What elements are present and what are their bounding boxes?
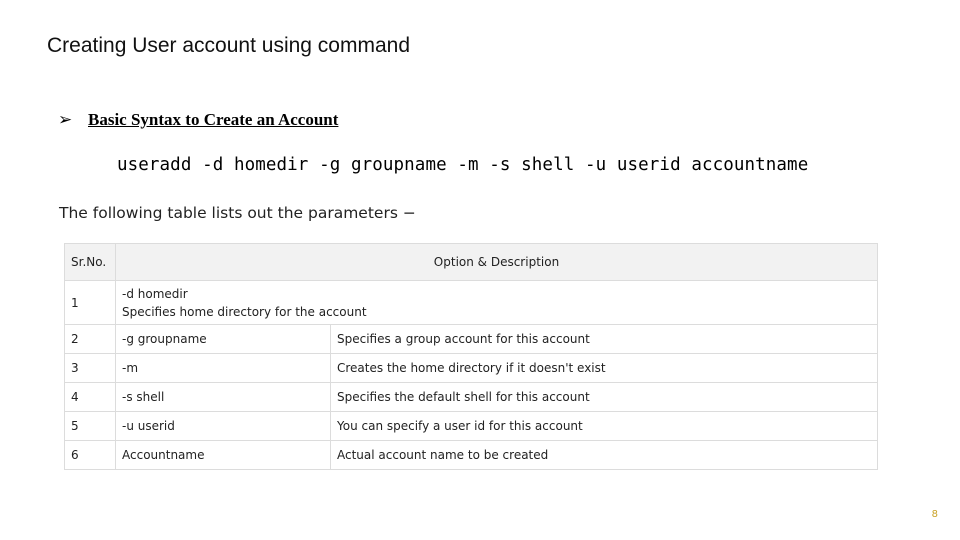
row-number: 6 — [65, 441, 116, 470]
row-number: 3 — [65, 354, 116, 383]
row-number: 5 — [65, 412, 116, 441]
table-row — [65, 354, 878, 383]
row-option: -d homedir — [122, 286, 188, 301]
row-number: 1 — [65, 281, 116, 325]
row-option: -m — [116, 354, 331, 383]
row-option-description — [116, 281, 878, 325]
row-description: You can specify a user id for this account — [331, 412, 878, 441]
row-description: Actual account name to be created — [331, 441, 878, 470]
row-description: Creates the home directory if it doesn't exist — [331, 354, 878, 383]
table-row — [65, 441, 878, 470]
parameters-table — [64, 243, 878, 470]
header-sr-no: Sr.No. — [65, 244, 116, 281]
arrow-bullet-icon: ➢ — [58, 110, 73, 130]
slide-title: Creating User account using command — [47, 34, 411, 57]
header-option-description: Option & Description — [116, 244, 878, 281]
bullet-heading-row — [58, 108, 338, 132]
table-row — [65, 325, 878, 354]
row-number: 2 — [65, 325, 116, 354]
table-row — [65, 383, 878, 412]
row-description: Specifies the default shell for this account — [331, 383, 878, 412]
row-description: Specifies home directory for the account — [122, 304, 367, 319]
row-option: Accountname — [116, 441, 331, 470]
row-option: -s shell — [116, 383, 331, 412]
table-row — [65, 281, 878, 325]
table-row — [65, 412, 878, 441]
row-option: -g groupname — [116, 325, 331, 354]
intro-text: The following table lists out the parameters − — [59, 204, 416, 222]
row-option: -u userid — [116, 412, 331, 441]
bullet-heading: Basic Syntax to Create an Account — [88, 110, 339, 129]
row-description: Specifies a group account for this account — [331, 325, 878, 354]
command-syntax: useradd -d homedir -g groupname -m -s shell -u userid accountname — [117, 155, 809, 175]
table-header-row — [65, 244, 878, 281]
row-number: 4 — [65, 383, 116, 412]
page-number: 8 — [931, 509, 938, 520]
